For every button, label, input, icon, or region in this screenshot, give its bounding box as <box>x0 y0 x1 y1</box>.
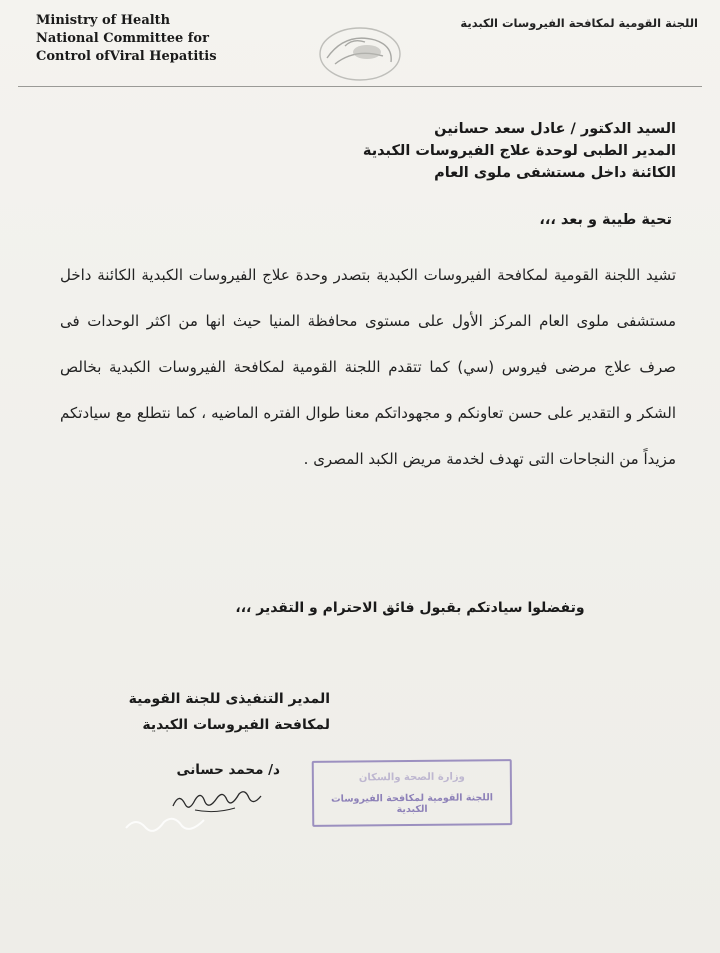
watermark-scribble <box>120 808 210 838</box>
header-line-ministry: Ministry of Health <box>36 13 171 28</box>
header-line-control: Control ofViral Hepatitis <box>36 49 217 64</box>
header-line-committee: National Committee for <box>36 31 209 46</box>
ministry-header-arabic: اللجنة القومية لمكافحة الفيروسات الكبدية <box>460 16 698 30</box>
stamp-ministry-text: وزارة الصحة والسكان <box>358 771 465 784</box>
committee-logo <box>305 18 415 90</box>
addressee-name: السيد الدكتور / عادل سعد حسانين <box>434 121 676 137</box>
letter-body: تشيد اللجنة القومية لمكافحة الفيروسات الكبدية بتصدر وحدة علاج الفيروسات الكبدية الكائنة داخل مستشفى ملوى العام المركز الأول على مستوى محافظة المنيا حيث انها من اكثر الوحدات فى صرف علاج مرضى فيروس (سي) كما تتقدم اللجنة القومية لمكافحة الفيروسات الكبدية بخالص الشكر و التقدير على حسن تعاونكم و مجهوداتكم معنا طوال الفتره الماضيه ، كما نتطلع مع سيادتكم مزيداً من النجاحات التى تهدف لخدمة مريض الكبد المصرى . <box>60 266 676 468</box>
signatory-title-line1: المدير التنفيذى للجنة القومية <box>128 691 330 707</box>
signatory-title <box>110 686 330 738</box>
addressee-block <box>256 118 676 184</box>
signatory-title-line2: لمكافحة الفيروسات الكبدية <box>142 717 330 733</box>
addressee-position: المدير الطبى لوحدة علاج الفيروسات الكبدية <box>362 143 676 159</box>
ministry-header-english <box>36 12 256 66</box>
stamp-committee-text: اللجنة القومية لمكافحة الفيروسات الكبدية <box>331 792 494 816</box>
closing-line: وتفضلوا سيادتكم بقبول فائق الاحترام و التقدير ،،، <box>235 600 585 616</box>
addressee-location: الكائنة داخل مستشفى ملوى العام <box>434 165 676 181</box>
official-stamp <box>312 759 513 827</box>
header-divider <box>18 86 702 87</box>
greeting: تحية طيبة و بعد ،،، <box>539 212 672 228</box>
signatory-name: د/ محمد حسانى <box>176 762 280 778</box>
